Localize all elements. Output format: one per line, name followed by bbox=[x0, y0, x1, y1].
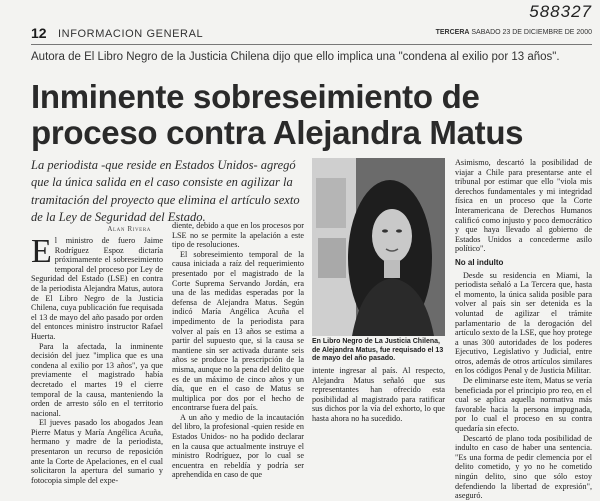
paragraph: Asimismo, descartó la posibilidad de viajar a Chile para presentarse ante el tribunal por estimar que ello "viola mis derechos fundamentales y mi integridad física en un proceso que la Corte Interamericana de Derechos Humanos calificó como injusto y poco democrático y que haya llevado al gobierno de Estados Unidos a concederme asilo político". bbox=[455, 158, 592, 254]
article-column-2 bbox=[172, 221, 304, 480]
page-number: 12 bbox=[31, 25, 47, 41]
photo-caption: En Libro Negro de La Justicia Chilena, de Alejandra Matus, fue requisado el 13 de mayo del año pasado. bbox=[312, 338, 444, 363]
paragraph: Descartó de plano toda posibilidad de indulto en caso de haber una sentencia. "Es una forma de pedir clemencia por el delito cometido, y yo no he cometido ningún delito, sino que sólo estoy defendiendo la libertad de expresión", aseguró. bbox=[455, 433, 592, 501]
paragraph: El jueves pasado los abogados Jean Pierre Matus y María Angélica Acuña, hermano y madre de la periodista, presentaron un recurso de reposición ante la Corte de Apelaciones, en el cual solicitaron la apertura del sumario y fotocopia simple del expe- bbox=[31, 418, 163, 485]
headline-line-1: Inminente sobreseimiento de bbox=[31, 78, 480, 115]
paragraph: diente, debido a que en los procesos por LSE no se permite la apelación a este tipo de resoluciones. bbox=[172, 221, 304, 250]
headline-line-2: proceso contra Alejandra Matus bbox=[31, 114, 524, 151]
kicker: Autora de El Libro Negro de la Justicia Chilena dijo que ello implica una "condena al exilio por 13 años". bbox=[31, 51, 560, 63]
drop-cap: E bbox=[31, 233, 52, 270]
paragraph: Para la afectada, la inminente decisión del juez "implica que es una condena al exilio por 13 años", ya que previamente el magistrado había decretado el martes 19 el cierre temporal de la causa, manteniendo la orden de arresto sólo en el territorio nacional. bbox=[31, 341, 163, 418]
headline bbox=[31, 79, 591, 151]
paragraph: El sobreseimiento temporal de la causa iniciada a raíz del requerimiento presentado por el magistrado de la Corte Suprema Servando Jordán, era una de las medidas esperadas por la defensa de Alejandra Matus. Según indicó María Angélica Acuña el impedimento de la periodista para volver al país en 13 años se estima a partir del supuesto que, si la causa se mantiene sin ser activada durante seis años se produce la prescripción de la misma, aunque no la pena del delito que es de un máximo de cinco años y un día, que en el caso de Matus se multiplica por dos por el hecho de encontrarse fuera del país. bbox=[172, 249, 304, 413]
paragraph bbox=[31, 233, 163, 342]
article-column-1 bbox=[31, 233, 163, 485]
paragraph-text: l ministro de fuero Jaime Rodríguez Espoz dictaría próximamente el sobreseimiento temporal del proceso por Ley de Seguridad del Estado (LSE) en contra de la periodista Alejandra Matus, autora de El Libro Negro de la Justicia Chilena, cuya publicación fue requisada el 13 de mayo del año pasado por orden del entonces ministro instructor Rafael Huerta. bbox=[31, 236, 163, 341]
byline: Alan Rivera bbox=[107, 225, 151, 233]
paragraph: De eliminarse este ítem, Matus se vería beneficiada por el principio pro reo, en el cual se aplica aquella normativa más favorable hacia la persona impugnada, por lo cual el proceso en su contra quedaría sin efecto. bbox=[455, 376, 592, 434]
paragraph: Desde su residencia en Miami, la periodista señaló a La Tercera que, hasta el momento, la única salida posible para volver al país sin ser detenida es la voluntad de agilizar el trámite parlamentario de la derogación del artículo sexto de la LSE, que hoy protege a unas 300 autoridades de los poderes Ejecutivo, Legislativo y Judicial, entre otros, además de otros artículos similares en los códigos Penal y de Justicia Militar. bbox=[455, 270, 592, 376]
article-column-4 bbox=[455, 158, 592, 501]
publication-date: SABADO 23 DE DICIEMBRE DE 2000 bbox=[471, 29, 592, 36]
section-title: INFORMACION GENERAL bbox=[58, 28, 204, 40]
article-column-3 bbox=[312, 366, 445, 423]
portrait-illustration bbox=[312, 158, 445, 336]
portrait-photo bbox=[312, 158, 445, 336]
publication-name: TERCERA bbox=[435, 29, 470, 36]
publication-info bbox=[436, 29, 592, 36]
deck: La periodista -que reside en Estados Unidos- agregó que la única salida en el caso consiste en agilizar la tramitación del proyecto que elimina el artículo sexto de la Ley de Seguridad del Estado. bbox=[31, 158, 300, 224]
archive-stamp: 588327 bbox=[529, 2, 592, 21]
paragraph: intente ingresar al país. Al respecto, Alejandra Matus señaló que sus representantes han ofrecido esta posibilidad al magistrado para ratificar sus dichos por la vía del exhorto, lo que hasta ahora no ha sucedido. bbox=[312, 366, 445, 423]
subhead: No al indulto bbox=[455, 257, 504, 267]
paragraph: A un año y medio de la incautación del libro, la profesional -quien reside en Estados Unidos- no ha podido declarar en la causa que actualmente instruye el ministro Rodríguez, por lo cual se encuentra en rebeldía y podría ser aprehendida en caso de que bbox=[172, 412, 304, 480]
header-rule bbox=[31, 44, 592, 45]
